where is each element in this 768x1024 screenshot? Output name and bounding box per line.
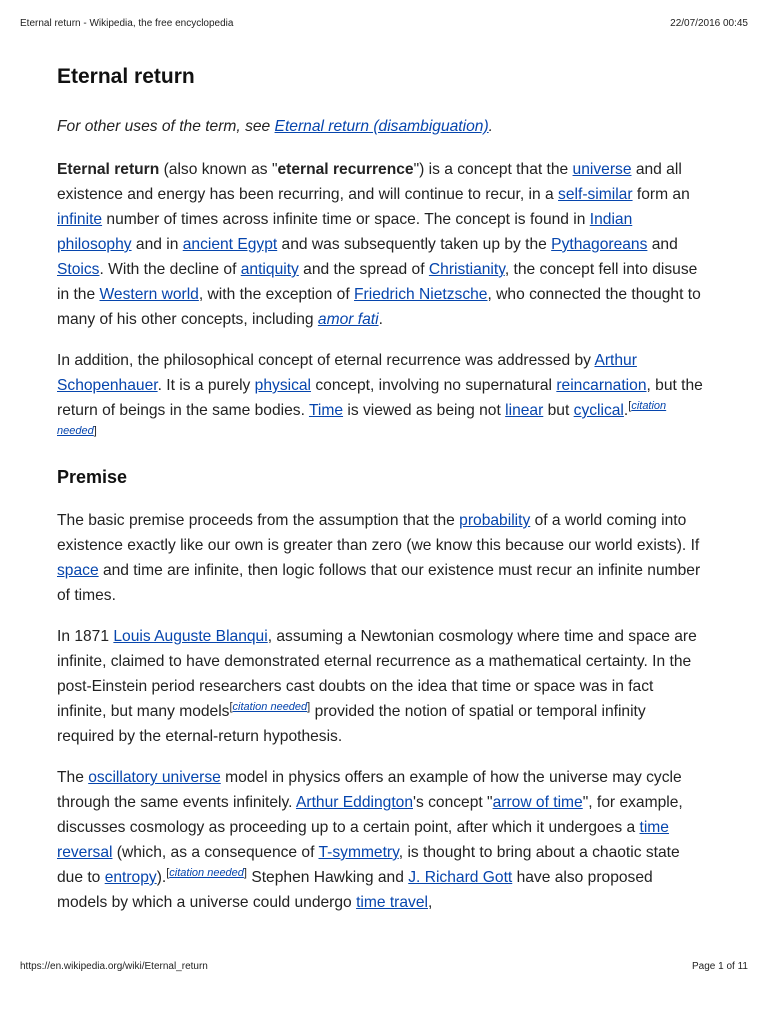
text-span: , the concept fell into disuse in the [57,261,698,303]
text-span: and the spread of [298,261,429,278]
text-span: (which, as a consequence of [112,844,319,861]
cite-bracket: [ [229,700,233,713]
print-header-datetime: 22/07/2016 00:45 [670,18,748,29]
text-span: but [543,402,574,419]
link-time-reversal[interactable]: time reversal [57,819,669,861]
page-title: Eternal return [57,65,195,88]
link-time-travel[interactable]: time travel [356,894,428,911]
text-span: and [647,236,678,253]
text-span: , [428,894,433,911]
text-span: of a world coming into existence exactly like our own is greater than zero (we know this because our world exists). If [57,512,700,554]
link-louis-auguste-blanqui[interactable]: Louis Auguste Blanqui [113,628,268,645]
print-footer-page: Page 1 of 11 [692,961,748,972]
text-span: The [57,769,89,786]
cite-bracket: [ [628,399,632,412]
link-christianity[interactable]: Christianity [428,261,505,278]
text-span: ") is a concept that the [413,161,573,178]
text-span: have also proposed models by which a universe could undergo [57,869,653,911]
text-span: is viewed as being not [343,402,506,419]
citation-needed [229,701,310,713]
link-self-similar[interactable]: self-similar [558,186,633,203]
bold-term: eternal recurrence [277,161,414,178]
text-span: concept, involving no supernatural [311,377,557,394]
print-header [20,18,748,29]
text-span: number of times across infinite time or space. The concept is found in [102,211,590,228]
text-span: and time are infinite, then logic follows that our existence must recur an infinite number of times. [57,562,701,604]
print-footer [20,961,748,972]
text-span: ", for example, discusses cosmology as proceeding up to a certain point, after which it undergoes a [57,794,683,836]
text-span: model in physics offers an example of how the universe may cycle through the same events infinitely. [57,769,682,811]
citation-needed-link[interactable]: citation needed [232,700,308,713]
blanqui-paragraph [57,624,707,749]
hatnote-text: For other uses of the term, see [57,118,275,135]
link-infinite[interactable]: infinite [57,211,103,228]
premise-paragraph [57,508,707,608]
text-span: , is thought to bring about a chaotic state due to [57,844,680,886]
citation-needed-link[interactable]: citation needed [57,399,667,437]
text-span: . With the decline of [99,261,241,278]
link-probability[interactable]: probability [459,512,531,529]
citation-needed-link[interactable]: citation needed [169,866,244,879]
text-span: , who connected the thought to many of his other concepts, including [57,286,701,328]
hatnote-suffix: . [488,118,493,135]
link-western-world[interactable]: Western world [99,286,199,303]
text-span: . [623,402,629,419]
citation-needed [166,867,247,879]
hatnote [57,114,707,139]
text-span: Stephen Hawking and [246,869,409,886]
print-footer-url: https://en.wikipedia.org/wiki/Eternal_return [20,961,208,972]
link-arthur-eddington[interactable]: Arthur Eddington [295,794,413,811]
link-oscillatory-universe[interactable]: oscillatory universe [88,769,221,786]
bold-term: Eternal return [57,161,160,178]
schopenhauer-paragraph [57,348,707,448]
text-span: form an [632,186,690,203]
text-span: provided the notion of spatial or temporal infinity required by the eternal-return hypothesis. [57,703,646,745]
link-physical[interactable]: physical [254,377,312,394]
text-span: , with the exception of [198,286,355,303]
link-antiquity[interactable]: antiquity [240,261,299,278]
cite-bracket: ] [93,424,97,437]
cite-bracket: ] [307,700,311,713]
text-span: , assuming a Newtonian cosmology where time and space are infinite, claimed to have demonstrated eternal recurrence as a mathematical certainty. In the post-Einstein period researchers cast doubts on the idea that time or space was in fact infinite, but many models [57,628,697,720]
text-span: , but the return of beings in the same bodies. [57,377,703,419]
text-span: In addition, the philosophical concept of eternal recurrence was addressed by [57,352,595,369]
link-space[interactable]: space [57,562,99,579]
link-amor-fati[interactable]: amor fati [317,311,379,328]
link-stoics[interactable]: Stoics [57,261,100,278]
text-span: and in [131,236,183,253]
oscillatory-paragraph [57,765,707,915]
text-span: In 1871 [57,628,114,645]
link-reincarnation[interactable]: reincarnation [556,377,647,394]
link-linear[interactable]: linear [505,402,544,419]
intro-paragraph [57,157,707,332]
print-header-title: Eternal return - Wikipedia, the free encyclopedia [20,18,234,29]
article-content [57,62,707,931]
text-span: (also known as " [159,161,278,178]
section-heading-premise: Premise [57,467,128,487]
link-ancient-egypt[interactable]: ancient Egypt [182,236,278,253]
cite-bracket: [ [166,866,170,879]
link-arrow-of-time[interactable]: arrow of time [492,794,583,811]
text-span: and all existence and energy has been recurring, and will continue to recur, in a [57,161,682,203]
link-universe[interactable]: universe [572,161,632,178]
text-span: ). [156,869,167,886]
link-friedrich-nietzsche[interactable]: Friedrich Nietzsche [354,286,488,303]
link-arthur-schopenhauer[interactable]: Arthur Schopenhauer [57,352,637,394]
disambiguation-link[interactable]: Eternal return (disambiguation) [274,118,489,135]
text-span: The basic premise proceeds from the assumption that the [57,512,460,529]
cite-bracket: ] [243,866,247,879]
link-pythagoreans[interactable]: Pythagoreans [551,236,648,253]
text-span: 's concept " [413,794,493,811]
text-span: . It is a purely [157,377,255,394]
link-j-richard-gott[interactable]: J. Richard Gott [408,869,513,886]
link-cyclical[interactable]: cyclical [573,402,624,419]
text-span: . [378,311,383,328]
link-t-symmetry[interactable]: T-symmetry [318,844,399,861]
link-time[interactable]: Time [308,402,344,419]
text-span: and was subsequently taken up by the [277,236,552,253]
link-entropy[interactable]: entropy [104,869,157,886]
link-indian-philosophy[interactable]: Indian philosophy [57,211,633,253]
